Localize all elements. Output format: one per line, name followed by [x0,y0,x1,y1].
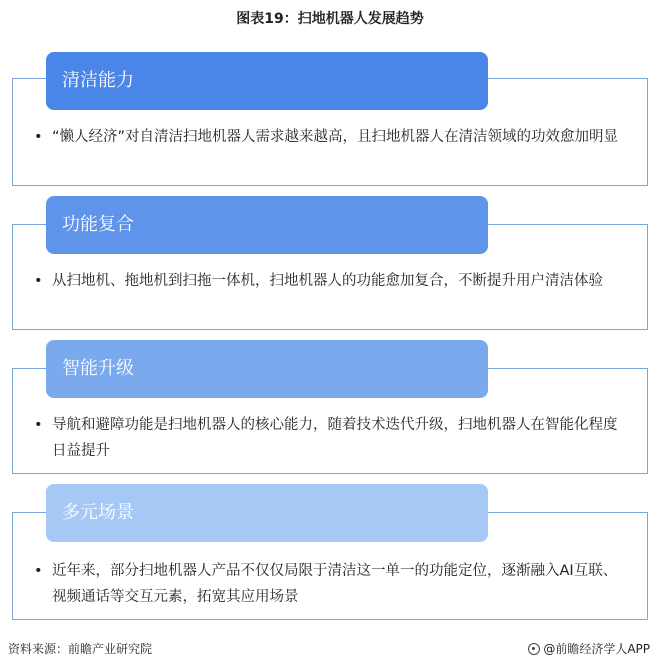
logo-icon [528,643,540,655]
section-text: 从扫地机、拖地机到扫拖一体机，扫地机器人的功能愈加复合，不断提升用户清洁体验 [52,273,603,289]
section-text: 导航和避障功能是扫地机器人的核心能力，随着技术迭代升级，扫地机器人在智能化程度日益提升 [52,417,618,459]
bullet-dot: • [34,273,43,289]
section-bullet [34,268,624,294]
section-text: 近年来，部分扫地机器人产品不仅仅局限于清洁这一单一的功能定位，逐渐融入AI互联、视频通话等交互元素，拓宽其应用场景 [52,563,618,605]
page-title: 图表19：扫地机器人发展趋势 [236,11,424,27]
brand-text: @前瞻经济学人APP [543,642,650,656]
section-header: 清洁能力 [46,52,488,110]
section-text: “懒人经济”对自清洁扫地机器人需求越来越高，且扫地机器人在清洁领域的功效愈加明显 [52,129,619,145]
brand-credit [528,640,650,657]
section-header: 智能升级 [46,340,488,398]
bullet-dot: • [34,417,43,433]
source-note: 资料来源：前瞻产业研究院 [8,642,153,656]
section-header: 多元场景 [46,484,488,542]
section-header: 功能复合 [46,196,488,254]
section-bullet [34,412,624,464]
bullet-dot: • [34,129,43,145]
section-bullet [34,558,624,610]
section-bullet [34,124,624,150]
bullet-dot: • [34,563,43,579]
